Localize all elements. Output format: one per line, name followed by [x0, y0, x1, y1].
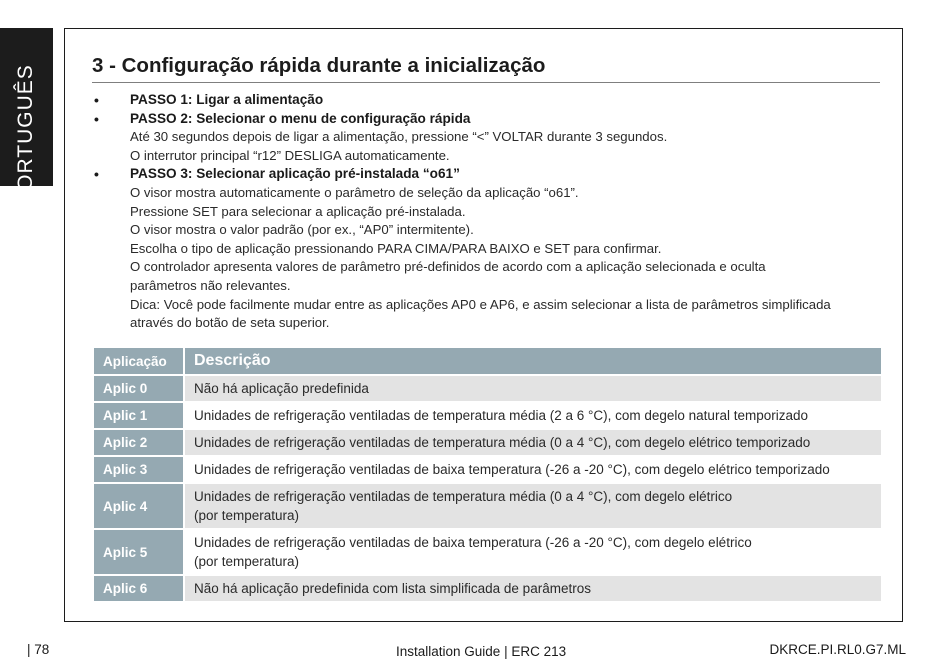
- bullet-icon: •: [94, 92, 99, 108]
- step-text: parâmetros não relevantes.: [130, 277, 291, 293]
- application-cell: Aplic 1: [94, 402, 184, 429]
- application-cell: Aplic 3: [94, 456, 184, 483]
- language-label: PORTUGUÊS: [14, 64, 37, 206]
- description-cell: [184, 429, 881, 456]
- step-item: [92, 91, 882, 110]
- step-heading: PASSO 2: Selecionar o menu de configuração rápida: [130, 110, 471, 126]
- application-cell: Aplic 5: [94, 529, 184, 575]
- description-line: Unidades de refrigeração ventiladas de temperatura média (0 a 4 °C), com degelo elétrico: [194, 489, 733, 504]
- description-cell: [184, 402, 881, 429]
- table-row: [94, 529, 881, 575]
- table-row: [94, 483, 881, 529]
- step-text: através do botão de seta superior.: [130, 315, 330, 331]
- description-line: (por temperatura): [194, 554, 300, 569]
- application-cell: Aplic 4: [94, 483, 184, 529]
- description-cell: [184, 529, 881, 575]
- table-row: [94, 402, 881, 429]
- step-text: O visor mostra automaticamente o parâmetro de seleção da aplicação “o61”.: [130, 184, 579, 200]
- step-text: Dica: Você pode facilmente mudar entre as aplicações AP0 e AP6, e assim selecionar a lista de parâmetros simplificada: [130, 296, 831, 312]
- table-row: [94, 429, 881, 456]
- document-code: DKRCE.PI.RL0.G7.ML: [769, 642, 906, 657]
- step-item: [92, 165, 882, 332]
- section-title: 3 - Configuração rápida durante a inicialização: [92, 54, 880, 83]
- application-table: [94, 348, 881, 603]
- step-heading: PASSO 3: Selecionar aplicação pré-instalada “o61”: [130, 166, 460, 182]
- step-text: O visor mostra o valor padrão (por ex., “AP0” intermitente).: [130, 222, 474, 238]
- description-line: Unidades de refrigeração ventiladas de temperatura média (0 a 4 °C), com degelo elétrico temporizado: [194, 435, 811, 450]
- step-text: Até 30 segundos depois de ligar a alimentação, pressione “<” VOLTAR durante 3 segundos.: [130, 129, 668, 145]
- description-cell: [184, 575, 881, 602]
- description-line: Unidades de refrigeração ventiladas de baixa temperatura (-26 a -20 °C), com degelo elétrico temporizado: [194, 462, 830, 477]
- footer-guide-title: Installation Guide | ERC 213: [396, 644, 567, 659]
- description-line: Unidades de refrigeração ventiladas de temperatura média (2 a 6 °C), com degelo natural temporizado: [194, 408, 808, 423]
- application-cell: Aplic 2: [94, 429, 184, 456]
- step-text: O controlador apresenta valores de parâmetro pré-definidos de acordo com a aplicação selecionada e oculta: [130, 259, 766, 275]
- header-application: Aplicação: [94, 348, 184, 375]
- description-line: Não há aplicação predefinida: [194, 381, 369, 396]
- description-cell: [184, 483, 881, 529]
- step-text: Pressione SET para selecionar a aplicação pré-instalada.: [130, 203, 466, 219]
- table-row: [94, 375, 881, 402]
- application-cell: Aplic 6: [94, 575, 184, 602]
- bullet-icon: •: [94, 166, 99, 183]
- table-row: [94, 456, 881, 483]
- step-heading: PASSO 1: Ligar a alimentação: [130, 92, 324, 107]
- description-cell: [184, 375, 881, 402]
- steps-list: [92, 91, 882, 333]
- description-line: Unidades de refrigeração ventiladas de baixa temperatura (-26 a -20 °C), com degelo elétrico: [194, 535, 752, 550]
- step-item: [92, 110, 882, 166]
- step-text: O interrutor principal “r12” DESLIGA automaticamente.: [130, 147, 450, 163]
- table-header-row: [94, 348, 881, 375]
- header-description: Descrição: [184, 348, 881, 375]
- page-number: | 78: [27, 642, 50, 657]
- description-line: (por temperatura): [194, 508, 300, 523]
- bullet-icon: •: [94, 110, 99, 127]
- application-cell: Aplic 0: [94, 375, 184, 402]
- step-text: Escolha o tipo de aplicação pressionando PARA CIMA/PARA BAIXO e SET para confirmar.: [130, 240, 662, 256]
- description-line: Não há aplicação predefinida com lista simplificada de parâmetros: [194, 581, 591, 596]
- table-row: [94, 575, 881, 602]
- description-cell: [184, 456, 881, 483]
- language-tab: [0, 28, 53, 206]
